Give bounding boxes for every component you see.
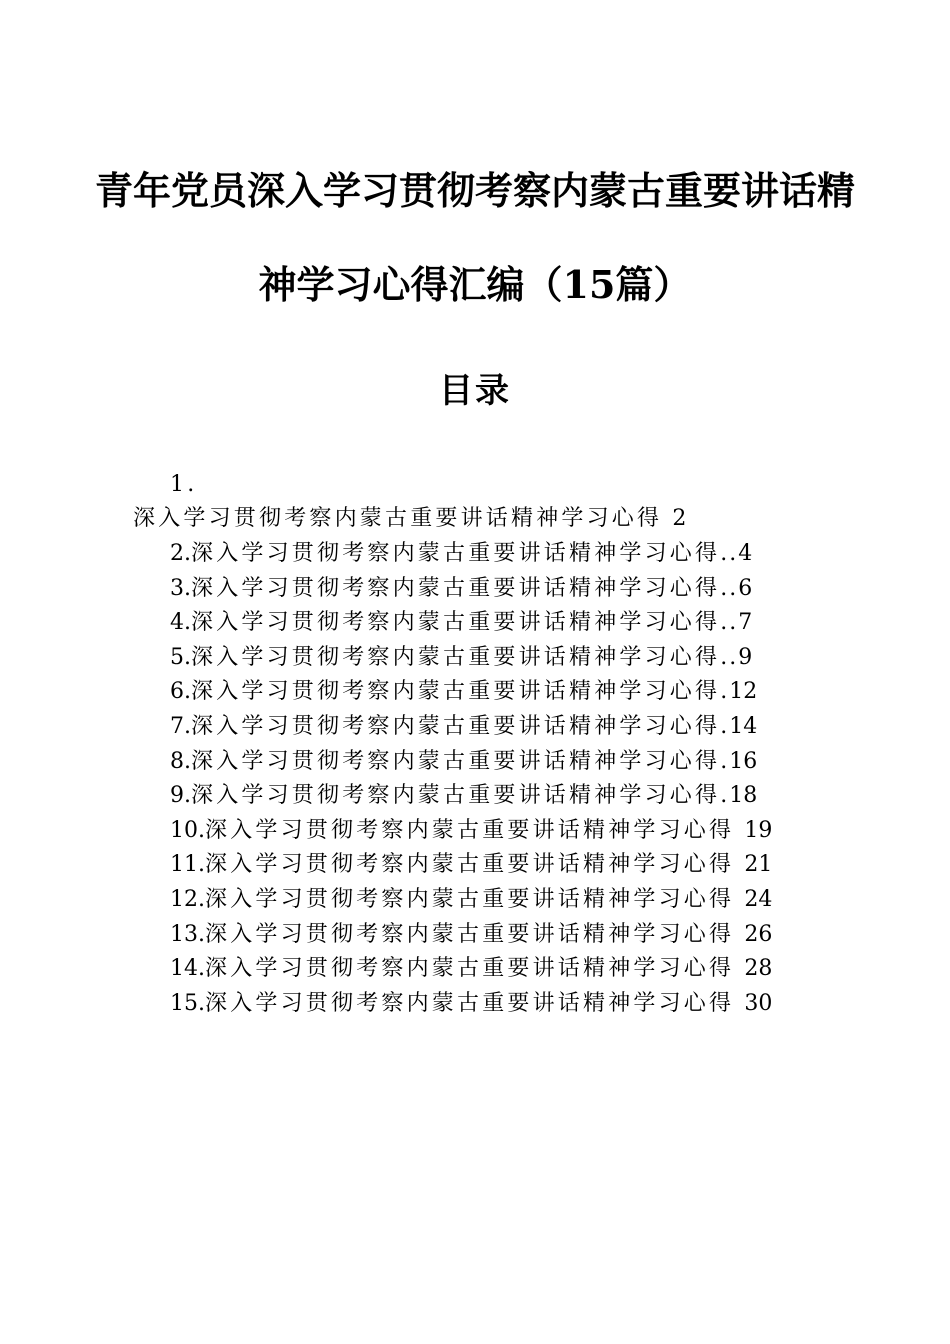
toc-entry-3[interactable] (170, 576, 752, 602)
toc-entry-page: 4 (738, 541, 753, 566)
toc-entry-11[interactable] (170, 852, 772, 878)
toc-entry-page: 28 (744, 956, 773, 981)
toc-entry-number: 9. (170, 783, 191, 808)
toc-entry-leader: . (720, 783, 730, 808)
toc-entry-title: 深入学习贯彻考察内蒙古重要讲话精神学习心得 (191, 783, 721, 808)
toc-entry-page: 7 (738, 610, 753, 635)
toc-entry-number: 14. (170, 956, 205, 981)
toc-heading: 目录 (439, 371, 511, 411)
toc-entry-number: 13. (170, 922, 205, 947)
toc-entry-13[interactable] (170, 922, 772, 948)
toc-entry-page: 16 (729, 749, 758, 774)
toc-entry-title: 深入学习贯彻考察内蒙古重要讲话精神学习心得 (191, 576, 721, 601)
toc-entry-5[interactable] (170, 645, 752, 671)
toc-entry-12[interactable] (170, 887, 772, 913)
toc-entry-title: 深入学习贯彻考察内蒙古重要讲话精神学习心得 (205, 922, 735, 947)
toc-entry-page: 2 (672, 506, 687, 531)
toc-entry-leader: .. (720, 541, 739, 566)
toc-entry-title: 深入学习贯彻考察内蒙古重要讲话精神学习心得 (191, 541, 721, 566)
toc-entry-page: 18 (729, 783, 758, 808)
toc-entry-leader: . (720, 749, 730, 774)
toc-entry-9[interactable] (170, 783, 757, 809)
toc-entry-page: 21 (744, 852, 773, 877)
toc-entry-page: 14 (729, 714, 758, 739)
document-title-line-1: 青年党员深入学习贯彻考察内蒙古重要讲话精 (94, 168, 855, 213)
toc-entry-number: 4. (170, 610, 191, 635)
toc-entry-title: 深入学习贯彻考察内蒙古重要讲话精神学习心得 (205, 852, 735, 877)
toc-entry-number: 3. (170, 576, 191, 601)
toc-entry-page: 12 (729, 679, 758, 704)
toc-entry-title: 深入学习贯彻考察内蒙古重要讲话精神学习心得 (205, 818, 735, 843)
toc-entry-title: 深入学习贯彻考察内蒙古重要讲话精神学习心得 (205, 887, 735, 912)
toc-entry-leader: . (720, 714, 730, 739)
toc-entry-1-number: 1. (170, 472, 198, 497)
toc-entry-title: 深入学习贯彻考察内蒙古重要讲话精神学习心得 (205, 991, 735, 1016)
toc-entry-7[interactable] (170, 714, 757, 740)
toc-entry-page: 6 (738, 576, 753, 601)
toc-entry-number: 6. (170, 679, 191, 704)
toc-entry-page: 19 (744, 818, 773, 843)
toc-entry-leader: . (720, 679, 730, 704)
toc-entry-number: 12. (170, 887, 205, 912)
toc-entry-title: 深入学习贯彻考察内蒙古重要讲话精神学习心得 (191, 610, 721, 635)
toc-entry-number: 8. (170, 749, 191, 774)
toc-entry-title: 深入学习贯彻考察内蒙古重要讲话精神学习心得 (191, 679, 721, 704)
toc-entry-leader: .. (720, 610, 739, 635)
toc-entry-title: 深入学习贯彻考察内蒙古重要讲话精神学习心得 (133, 506, 663, 531)
toc-entry-leader: .. (720, 645, 739, 670)
toc-entry-title: 深入学习贯彻考察内蒙古重要讲话精神学习心得 (191, 645, 721, 670)
toc-entry-6[interactable] (170, 679, 757, 705)
toc-entry-title: 深入学习贯彻考察内蒙古重要讲话精神学习心得 (191, 714, 721, 739)
toc-entry-number: 10. (170, 818, 205, 843)
toc-entry-number: 2. (170, 541, 191, 566)
toc-entry-page: 24 (744, 887, 773, 912)
toc-entry-leader: .. (720, 576, 739, 601)
toc-entry-page: 26 (744, 922, 773, 947)
toc-entry-8[interactable] (170, 749, 757, 775)
toc-entry-1-line[interactable] (133, 506, 686, 532)
toc-entry-number: 15. (170, 991, 205, 1016)
toc-entry-title: 深入学习贯彻考察内蒙古重要讲话精神学习心得 (205, 956, 735, 981)
toc-entry-14[interactable] (170, 956, 772, 982)
toc-entry-2[interactable] (170, 541, 752, 567)
toc-entry-number: 7. (170, 714, 191, 739)
toc-entry-page: 30 (744, 991, 773, 1016)
toc-entry-4[interactable] (170, 610, 752, 636)
document-title-line-2: 神学习心得汇编（15篇） (258, 262, 692, 307)
toc-entry-page: 9 (738, 645, 753, 670)
toc-entry-15[interactable] (170, 991, 772, 1017)
toc-entry-number: 5. (170, 645, 191, 670)
toc-entry-title: 深入学习贯彻考察内蒙古重要讲话精神学习心得 (191, 749, 721, 774)
toc-entry-10[interactable] (170, 818, 772, 844)
toc-entry-number: 11. (170, 852, 205, 877)
